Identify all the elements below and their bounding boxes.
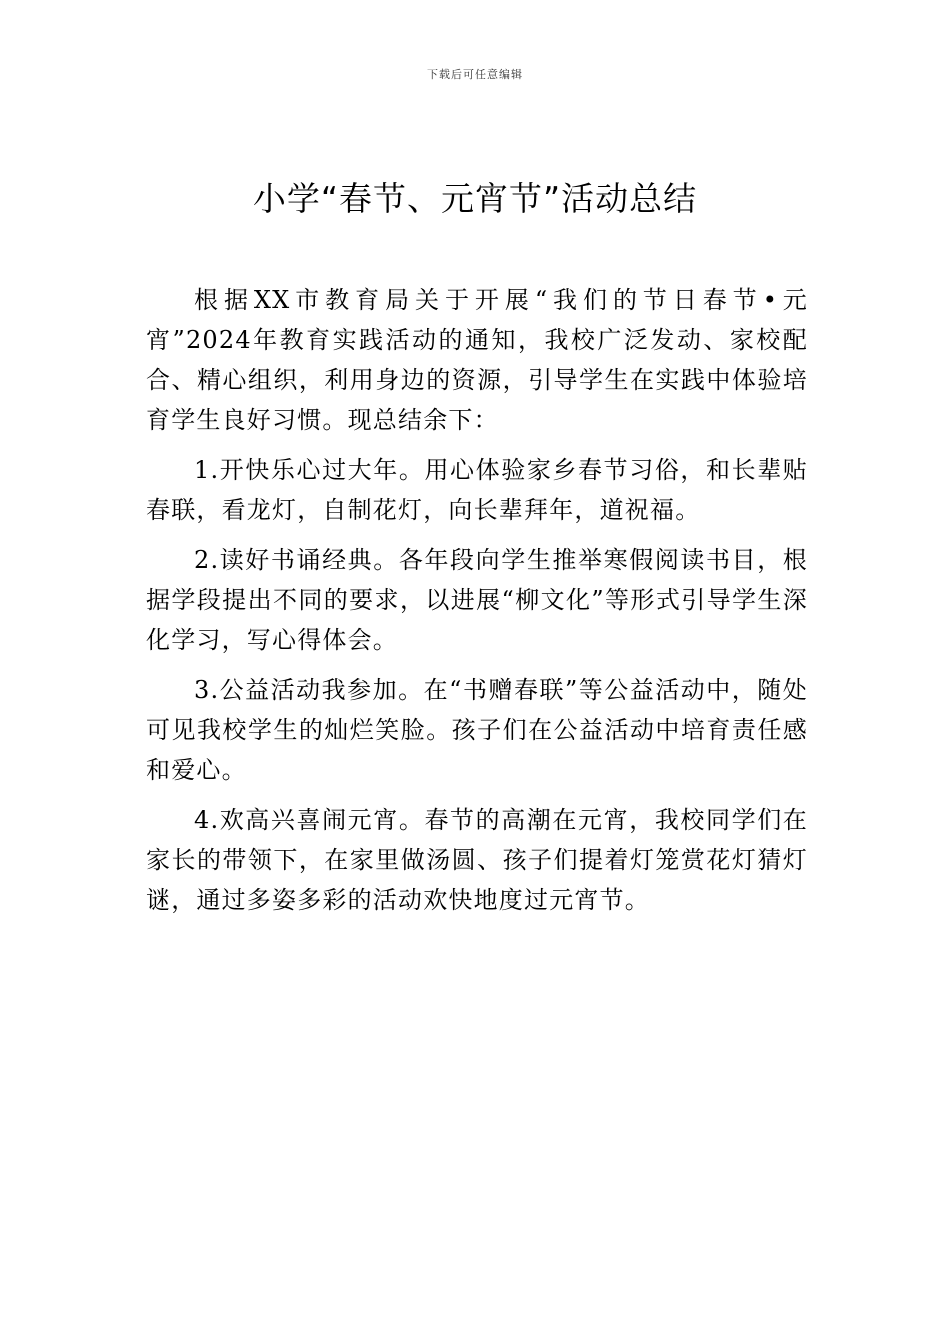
paragraph-item-4: 4.欢高兴喜闹元宵。春节的高潮在元宵，我校同学们在家长的带领下，在家里做汤圆、孩子们提着灯笼赏花灯猜灯谜，通过多姿多彩的活动欢快地度过元宵节。	[146, 806, 808, 914]
document-body	[146, 280, 808, 930]
paragraph-intro: 根据XX市教育局关于开展“我们的节日春节•元宵”2024年教育实践活动的通知，我校广泛发动、家校配合、精心组织，利用身边的资源，引导学生在实践中体验培育学生良好习惯。现总结余下：	[146, 286, 808, 434]
paragraph-item-1: 1.开快乐心过大年。用心体验家乡春节习俗，和长辈贴春联，看龙灯，自制花灯，向长辈拜年，道祝福。	[146, 456, 808, 524]
document-title: 小学“春节、元宵节”活动总结	[252, 179, 698, 218]
paragraph-item-3: 3.公益活动我参加。在“书赠春联”等公益活动中，随处可见我校学生的灿烂笑脸。孩子们在公益活动中培育责任感和爱心。	[146, 676, 808, 784]
header-note: 下载后可任意编辑	[427, 68, 523, 81]
paragraph-item-2: 2.读好书诵经典。各年段向学生推举寒假阅读书目，根据学段提出不同的要求，以进展“柳文化”等形式引导学生深化学习，写心得体会。	[146, 546, 808, 654]
